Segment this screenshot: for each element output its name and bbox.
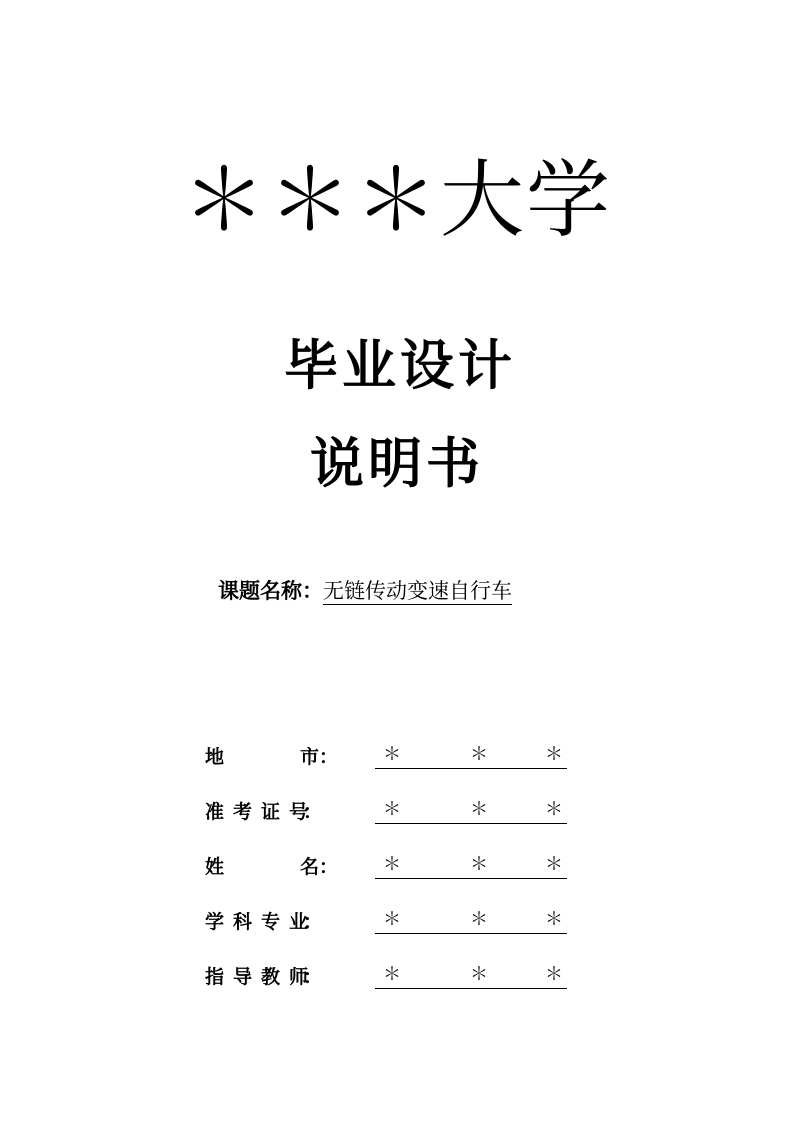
info-row-city [205, 738, 575, 793]
major-label-text: 学 科 专 业： [205, 911, 318, 933]
topic-line [218, 576, 512, 606]
info-label-city [205, 743, 373, 771]
value-char: ＊ [545, 854, 563, 875]
info-row-exam-id [205, 793, 575, 848]
title-graduation-design: 毕业设计 [284, 334, 516, 397]
value-char: ＊ [383, 854, 401, 875]
value-char: ＊ [470, 799, 488, 820]
info-label-major [205, 908, 373, 936]
name-label-text: 姓 名： [205, 856, 339, 878]
info-row-name [205, 848, 575, 903]
info-row-advisor [205, 958, 575, 1013]
title-specification: 说明书 [310, 432, 484, 495]
info-value-advisor [375, 961, 567, 989]
exam-id-label-text: 准 考 证 号： [205, 801, 318, 823]
value-char: ＊ [545, 744, 563, 765]
value-char: ＊ [545, 799, 563, 820]
info-row-major [205, 903, 575, 958]
value-char: ＊ [470, 744, 488, 765]
info-value-major [375, 906, 567, 934]
value-char: ＊ [383, 744, 401, 765]
value-char: ＊ [383, 799, 401, 820]
value-char: ＊ [545, 964, 563, 985]
info-label-name [205, 853, 373, 881]
city-label-text: 地 市： [205, 746, 339, 768]
info-value-name [375, 851, 567, 879]
info-label-exam-id [205, 798, 373, 826]
advisor-label-text: 指 导 教 师： [205, 966, 318, 988]
info-value-exam-id [375, 796, 567, 824]
value-char: ＊ [470, 964, 488, 985]
value-char: ＊ [545, 909, 563, 930]
topic-label: 课题名称： [218, 579, 323, 603]
info-label-advisor [205, 963, 373, 991]
value-char: ＊ [470, 854, 488, 875]
university-name: ＊＊＊大学 [181, 151, 612, 249]
value-char: ＊ [383, 909, 401, 930]
info-table [205, 738, 575, 1013]
value-char: ＊ [383, 964, 401, 985]
value-char: ＊ [470, 909, 488, 930]
topic-value: 无链传动变速自行车 [323, 579, 512, 603]
info-value-city [375, 741, 567, 769]
